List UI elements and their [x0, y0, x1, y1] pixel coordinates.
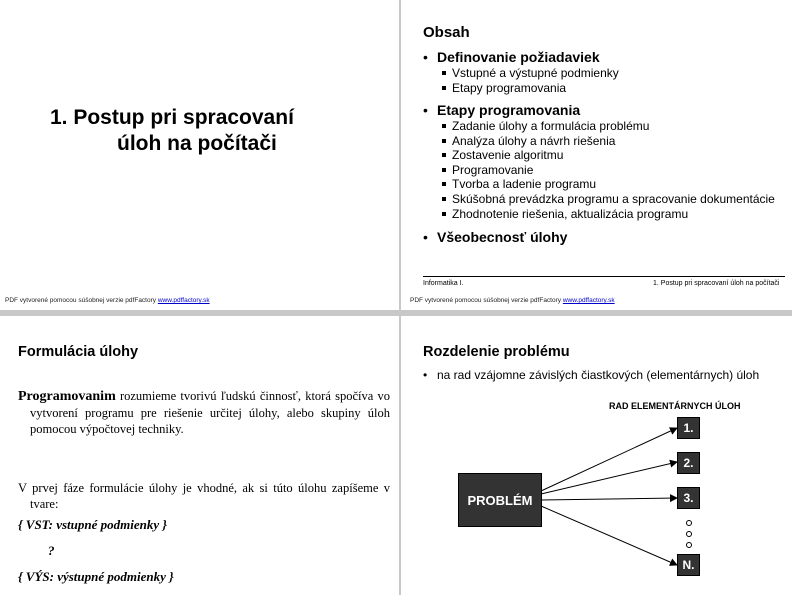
outline-section-2: • Etapy programovania [423, 102, 581, 118]
title-line-1: 1. Postup pri spracovaní [50, 106, 294, 129]
square-bullet-icon [442, 139, 446, 143]
arrow-to-task-n [541, 506, 677, 565]
outline-item: Etapy programovania [442, 81, 566, 95]
slide-1 [0, 0, 399, 310]
pdf-note-text: PDF vytvorené pomocou súšobnej verzie pdfFactory [410, 297, 562, 304]
outline-item: Programovanie [442, 163, 533, 177]
outline-item: Zadanie úlohy a formulácia problému [442, 119, 649, 133]
title-line-2: úloh na počítači [117, 132, 277, 155]
slide-2-title: Obsah [423, 24, 470, 41]
outline-section-1: • Definovanie požiadaviek [423, 49, 600, 65]
square-bullet-icon [442, 197, 446, 201]
definition-paragraph [18, 388, 390, 437]
outline-item: Skúšobná prevádzka programu a spracovanie dokumentácie [442, 192, 775, 206]
formula-input: { VST: vstupné podmienky } [18, 517, 167, 532]
task-box-3: 3. [677, 487, 700, 509]
task-box-n: N. [677, 554, 700, 576]
square-bullet-icon [442, 86, 446, 90]
pdf-link[interactable]: www.pdffactory.sk [157, 297, 210, 304]
pdf-footer-note [5, 297, 210, 304]
footer-course: Informatika I. [423, 280, 464, 287]
slide-4-bullet: • na rad vzájomne závislých čiastkových (elementárnych) úloh [423, 368, 760, 382]
slide-3-title: Formulácia úlohy [18, 344, 139, 360]
ellipsis-dot-icon [686, 542, 692, 548]
slide-4-title: Rozdelenie problému [423, 344, 570, 360]
outline-item: Zhodnotenie riešenia, aktualizácia programu [442, 207, 688, 221]
square-bullet-icon [442, 124, 446, 128]
bullet-dot-icon: • [423, 102, 428, 118]
outline-item: Vstupné a výstupné podmienky [442, 66, 619, 80]
term-bold: Programovanim [18, 389, 116, 404]
task-box-2: 2. [677, 452, 700, 474]
square-bullet-icon [442, 153, 446, 157]
outline-item: Zostavenie algoritmu [442, 148, 563, 162]
formula-output: { VÝS: výstupné podmienky } [18, 569, 174, 584]
footer-rule [423, 276, 785, 277]
slide-4 [401, 316, 792, 595]
ellipsis-dot-icon [686, 520, 692, 526]
pdf-note-text: PDF vytvorené pomocou súšobnej verzie pdfFactory [5, 297, 157, 304]
problem-box: PROBLÉM [458, 473, 542, 527]
formula-question: ? [48, 543, 55, 558]
arrow-connectors [401, 316, 792, 595]
arrow-to-task-1 [541, 428, 677, 491]
footer-chapter: 1. Postup pri spracovaní úloh na počítači [653, 280, 780, 287]
square-bullet-icon [442, 212, 446, 216]
formulation-paragraph: V prvej fáze formulácie úlohy je vhodné, ak si túto úlohu zapíšeme v tvare: [18, 481, 390, 511]
outline-section-3: • Všeobecnosť úlohy [423, 229, 568, 245]
arrows-group [541, 428, 677, 565]
arrow-to-task-3 [541, 498, 677, 500]
definition-text: rozumieme tvorivú ľudskú činnosť, ktorá spočíva vo vytvorení programu pre riešenie určitej úlohy, alebo skupiny úloh pomocou výpočtovej techniky. [30, 389, 390, 436]
bullet-dot-icon: • [423, 368, 428, 382]
bullet-dot-icon: • [423, 49, 428, 65]
ellipsis-dot-icon [686, 531, 692, 537]
task-box-1: 1. [677, 417, 700, 439]
bullet-dot-icon: • [423, 229, 428, 245]
square-bullet-icon [442, 71, 446, 75]
diagram-caption: RAD ELEMENTÁRNYCH ÚLOH [609, 401, 741, 411]
square-bullet-icon [442, 168, 446, 172]
outline-item: Tvorba a ladenie programu [442, 177, 596, 191]
arrow-to-task-2 [541, 462, 677, 494]
slide-1-title [50, 105, 294, 157]
outline-item: Analýza úlohy a návrh riešenia [442, 134, 615, 148]
pdf-footer-note [410, 297, 615, 304]
square-bullet-icon [442, 182, 446, 186]
pdf-link[interactable]: www.pdffactory.sk [562, 297, 615, 304]
slide-2 [401, 0, 792, 310]
slide-3 [0, 316, 399, 595]
